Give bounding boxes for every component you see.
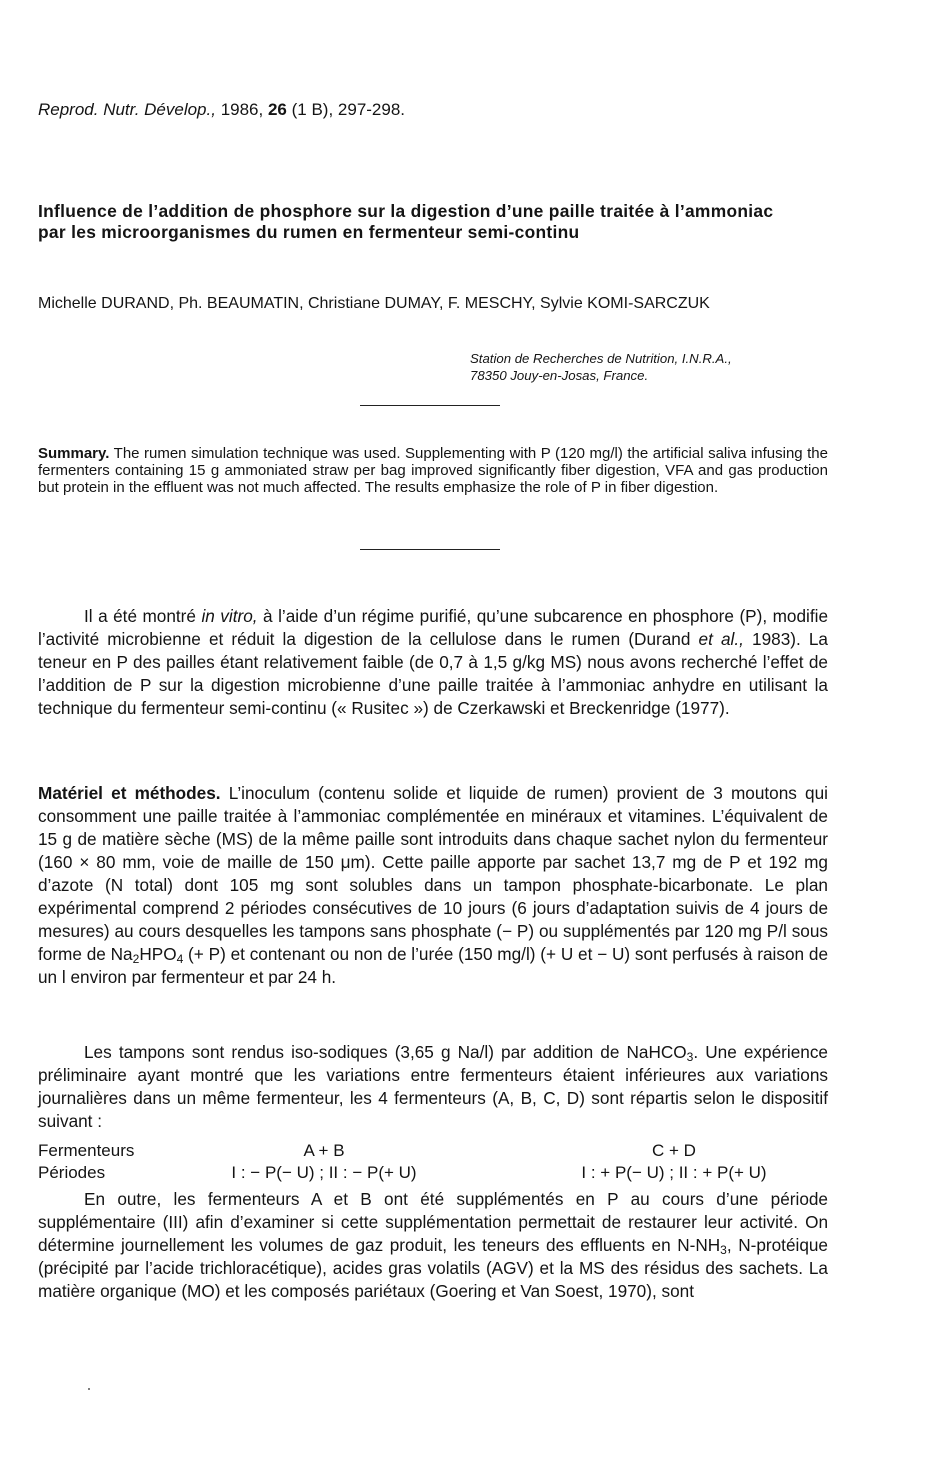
- methods-text-2: HPO: [139, 944, 177, 964]
- design-label-fermenters: Fermenteurs: [38, 1141, 135, 1160]
- methods-text-3: (+ P) et contenant ou non de l’urée (150 mg/l) (+ U et − U) sont perfusés à raison de un l environ par fermenteur et par 24 h.: [38, 944, 828, 987]
- summary-abstract: [38, 445, 828, 496]
- paragraph-buffers: [38, 1041, 828, 1133]
- summary-lead: Summary.: [38, 445, 110, 462]
- affiliation-line-2: 78350 Jouy-en-Josas, France.: [470, 368, 649, 383]
- intro-text-2: à l’aide d’un régime purifié, qu’une subcarence en phosphore (P), modifie l’activité microbienne et réduit la digestion de la cellulose dans le rumen (Durand: [38, 606, 829, 649]
- design-group-ab: A + B: [303, 1141, 345, 1160]
- methods-subscript-2: 4: [176, 952, 184, 966]
- design-periods-cd: I : + P(− U) ; II : + P(+ U): [581, 1163, 767, 1182]
- design-row-periods: [38, 1162, 828, 1184]
- buffers-text-1: Les tampons sont rendus iso-sodiques (3,65 g Na/l) par addition de NaHCO: [84, 1042, 687, 1062]
- separator-rule-top: [360, 405, 500, 406]
- separator-rule-bottom: [360, 549, 500, 550]
- affiliation-line-1: Station de Recherches de Nutrition, I.N.R.A.,: [470, 351, 732, 366]
- design-row-fermenters: [38, 1140, 828, 1162]
- journal-name: Reprod. Nutr. Dévelop.,: [38, 100, 216, 119]
- methods-text-1: L’inoculum (contenu solide et liquide de rumen) provient de 3 moutons qui consomment une paille traitée à l’ammoniac complémentée en minéraux et vitamines. L’équivalent de 15 g de matière sèche (MS) de la même paille sont introduits dans chaque sachet nylon du fermenteur (160 × 80 mm, voie de maille de 150 μm). Cette paille apporte par sachet 13,7 mg de P et 192 mg d’azote (N total) dont 105 mg sont solubles dans un tampon phosphate-bicarbonate. Le plan expérimental comprend 2 périodes consécutives de 10 jours (6 jours d’adaptation suivis de 4 jours de mesures) au cours desquelles les tampons sans phosphate (− P) ou supplémentés par 120 mg P/l sous forme de Na: [38, 783, 828, 964]
- intro-italic-et-al: et al.,: [698, 629, 744, 649]
- citation-issue-pages: (1 B), 297-298.: [291, 100, 406, 119]
- methods-heading: Matériel et méthodes.: [38, 783, 221, 803]
- design-table: [38, 1140, 828, 1184]
- article-title: Influence de l’addition de phosphore sur la digestion d’une paille traitée à l’ammoniac par les microorganismes du rumen en fermenteur semi-continu: [38, 201, 774, 242]
- paragraph-measurements: [38, 1188, 828, 1303]
- measurements-text-1: En outre, les fermenteurs A et B ont été supplémentés en P au cours d’une période supplémentaire (III) afin d’examiner si cette supplémentation permettait de restaurer leur activité. On détermine journellement les volumes de gaz produit, les teneurs des effluents en N-NH: [38, 1189, 828, 1255]
- measurements-text-2: , N-protéique (précipité par l’acide trichloracétique), acides gras volatils (AGV) et la MS des résidus des sachets. La matière organique (MO) et les composés pariétaux (Goering et Van Soest, 1970), sont: [38, 1235, 828, 1301]
- design-periods-ab: I : − P(− U) ; II : − P(+ U): [231, 1163, 417, 1182]
- citation-line: [38, 100, 405, 120]
- intro-text-3: 1983). La teneur en P des pailles étant relativement faible (de 0,7 à 1,5 g/kg MS) nous avons recherché l’effet de l’addition de P sur la digestion microbienne d’une paille traitée à l’ammoniac anhydre en utilisant la technique du fermenteur semi-continu (« Rusitec ») de Czerkawski et Breckenridge (1977).: [38, 629, 828, 718]
- buffers-subscript: 3: [686, 1050, 694, 1064]
- summary-text: The rumen simulation technique was used. Supplementing with P (120 mg/l) the artificial saliva infusing the fermenters containing 15 g ammoniated straw per bag improved significantly fiber digestion, VFA and gas production but protein in the effluent was not much affected. The results emphasize the role of P in fiber digestion.: [38, 445, 828, 496]
- intro-text-1: Il a été montré: [84, 606, 202, 626]
- design-label-periods: Périodes: [38, 1163, 106, 1182]
- intro-italic-in-vitro: in vitro,: [201, 606, 258, 626]
- author-list: Michelle DURAND, Ph. BEAUMATIN, Christiane DUMAY, F. MESCHY, Sylvie KOMI-SARCZUK: [38, 295, 710, 312]
- methods-subscript-1: 2: [132, 952, 140, 966]
- citation-volume: 26: [267, 100, 287, 119]
- design-group-cd: C + D: [652, 1141, 696, 1160]
- paragraph-introduction: [38, 605, 828, 720]
- measurements-subscript: 3: [720, 1243, 727, 1257]
- affiliation: [470, 350, 732, 384]
- buffers-text-2: . Une expérience préliminaire ayant montré que les variations entre fermenteurs étaient inférieures aux variations journalières dans un même fermenteur, les 4 fermenteurs (A, B, C, D) sont répartis selon le dispositif suivant :: [38, 1042, 828, 1131]
- scan-speck: [88, 1388, 90, 1390]
- citation-year: 1986,: [220, 100, 264, 119]
- paragraph-methods: [38, 782, 828, 989]
